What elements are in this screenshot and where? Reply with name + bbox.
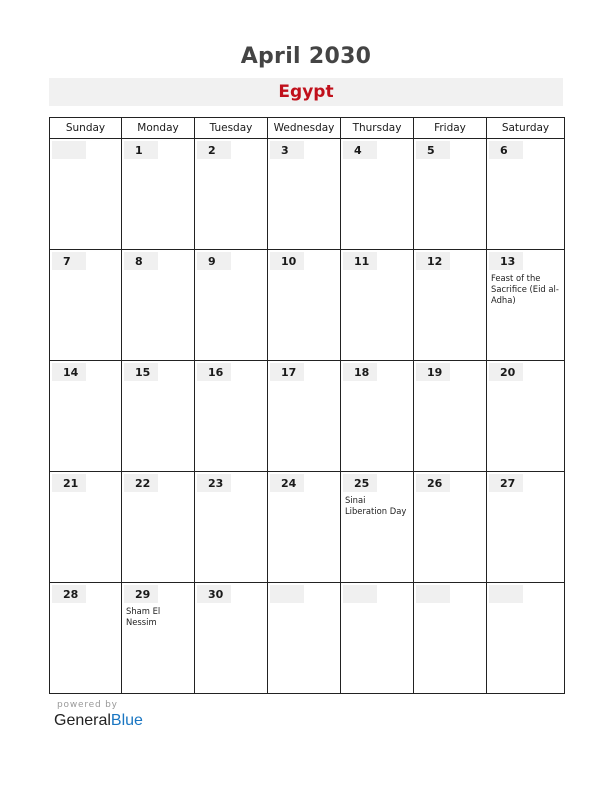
day-cell — [50, 583, 122, 694]
day-cell — [122, 472, 195, 583]
day-cell — [122, 583, 195, 694]
day-number: 8 — [135, 255, 143, 268]
week-row — [50, 583, 565, 694]
day-number-tab — [270, 585, 304, 603]
day-cell — [341, 361, 414, 472]
weekday-header: Monday — [122, 118, 195, 139]
day-cell — [414, 583, 487, 694]
day-number: 18 — [354, 366, 370, 379]
day-number: 9 — [208, 255, 216, 268]
day-number-tab — [416, 585, 450, 603]
day-cell — [122, 250, 195, 361]
day-number: 15 — [135, 366, 151, 379]
day-number: 17 — [281, 366, 297, 379]
day-cell — [341, 139, 414, 250]
day-number: 16 — [208, 366, 224, 379]
day-number: 20 — [500, 366, 516, 379]
day-number: 24 — [281, 477, 297, 490]
day-number: 30 — [208, 588, 224, 601]
day-cell — [414, 472, 487, 583]
day-cell — [487, 583, 565, 694]
day-number: 19 — [427, 366, 443, 379]
day-cell — [414, 361, 487, 472]
brand-blue-text: Blue — [110, 712, 143, 729]
day-cell — [122, 139, 195, 250]
day-number-tab — [489, 585, 523, 603]
weekday-header: Saturday — [487, 118, 565, 139]
day-number: 12 — [427, 255, 443, 268]
week-row — [50, 250, 565, 361]
weekday-header: Wednesday — [268, 118, 341, 139]
week-row — [50, 472, 565, 583]
day-number: 11 — [354, 255, 370, 268]
day-number-tab — [52, 141, 86, 159]
generalblue-logo[interactable] — [54, 712, 143, 730]
weekday-header: Sunday — [50, 118, 122, 139]
day-cell — [195, 139, 268, 250]
calendar-grid — [49, 117, 565, 694]
day-cell — [341, 583, 414, 694]
weekday-header: Thursday — [341, 118, 414, 139]
weekday-header: Tuesday — [195, 118, 268, 139]
day-number: 5 — [427, 144, 435, 157]
day-number: 23 — [208, 477, 224, 490]
day-cell — [268, 139, 341, 250]
page-title: April 2030 — [240, 44, 372, 69]
day-number: 7 — [63, 255, 71, 268]
day-number: 13 — [500, 255, 516, 268]
day-cell — [50, 250, 122, 361]
day-number-tab — [343, 585, 377, 603]
powered-by-label: powered by — [57, 700, 118, 710]
day-cell — [341, 472, 414, 583]
day-cell — [50, 139, 122, 250]
day-number: 10 — [281, 255, 297, 268]
day-number: 29 — [135, 588, 151, 601]
day-cell — [414, 250, 487, 361]
day-cell — [268, 361, 341, 472]
day-number: 26 — [427, 477, 443, 490]
day-cell — [195, 250, 268, 361]
day-cell — [195, 472, 268, 583]
day-cell — [122, 361, 195, 472]
day-cell — [487, 472, 565, 583]
day-cell — [341, 250, 414, 361]
day-cell — [268, 472, 341, 583]
day-number: 2 — [208, 144, 216, 157]
holiday-label: Feast of the Sacrifice (Eid al-Adha) — [491, 273, 559, 305]
day-cell — [487, 361, 565, 472]
day-cell — [50, 361, 122, 472]
week-row — [50, 139, 565, 250]
holiday-label: Sham El Nessim — [126, 606, 161, 627]
day-number: 25 — [354, 477, 370, 490]
day-number: 1 — [135, 144, 143, 157]
day-number: 28 — [63, 588, 79, 601]
brand-general-text: General — [54, 712, 111, 729]
day-number: 14 — [63, 366, 79, 379]
holiday-label: Sinai Liberation Day — [345, 495, 407, 516]
day-cell — [487, 250, 565, 361]
day-number: 21 — [63, 477, 79, 490]
day-cell — [195, 583, 268, 694]
weekday-header: Friday — [414, 118, 487, 139]
day-cell — [414, 139, 487, 250]
day-cell — [268, 583, 341, 694]
day-cell — [195, 361, 268, 472]
day-cell — [268, 250, 341, 361]
country-name: Egypt — [278, 82, 334, 102]
weekday-header-row — [50, 118, 565, 139]
day-cell — [50, 472, 122, 583]
day-number: 3 — [281, 144, 289, 157]
day-number: 6 — [500, 144, 508, 157]
day-number: 27 — [500, 477, 516, 490]
day-number: 4 — [354, 144, 362, 157]
day-number: 22 — [135, 477, 151, 490]
week-row — [50, 361, 565, 472]
day-cell — [487, 139, 565, 250]
